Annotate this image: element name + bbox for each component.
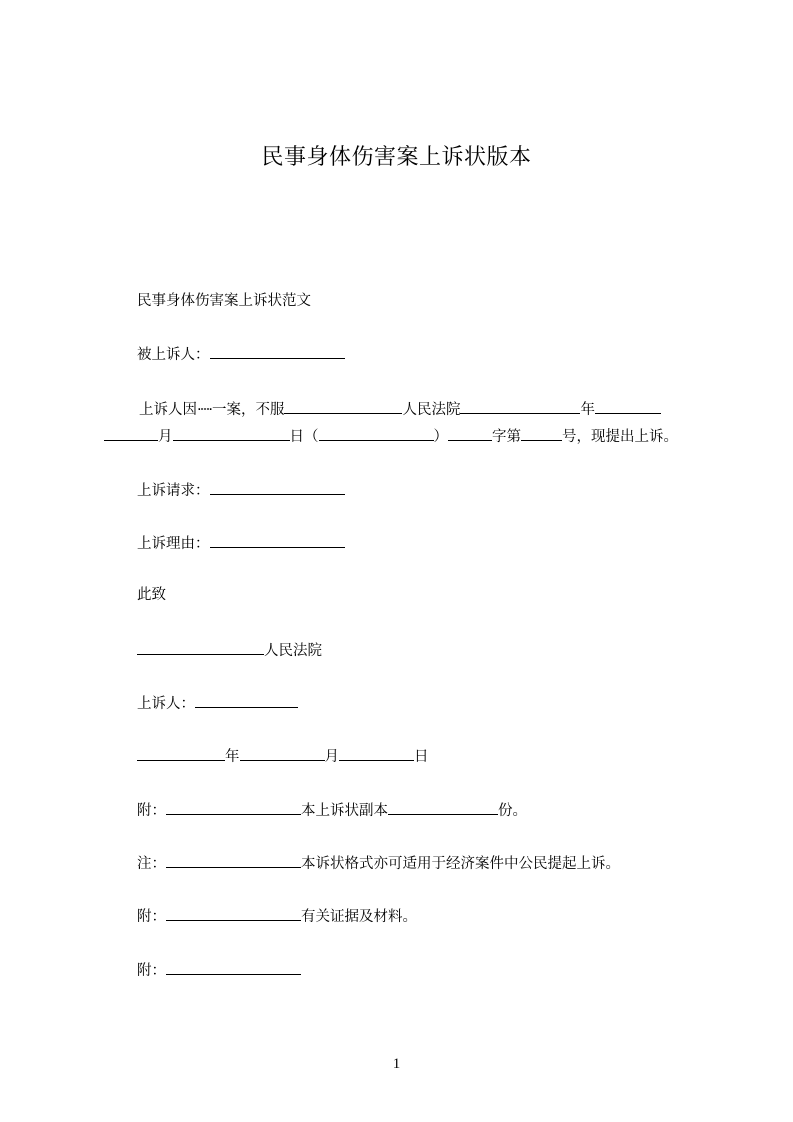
date-day: 日 — [414, 749, 429, 765]
appeal-zi-di: 字第 — [492, 429, 521, 445]
appeal-court: 人民法院 — [402, 402, 461, 418]
month-blank-2 — [104, 426, 158, 441]
appellant-label: 上诉人： — [137, 696, 195, 712]
attach1-blank-1 — [166, 800, 301, 815]
appellant-line — [137, 693, 298, 714]
attach2-blank — [166, 906, 301, 921]
document-title: 民事身体伤害案上诉状版本 — [261, 145, 532, 170]
appeal-day: 日（ — [289, 429, 319, 445]
attach2-prefix: 附： — [137, 909, 166, 925]
date-year: 年 — [225, 749, 240, 765]
attach3-line — [137, 960, 301, 981]
appellee-line — [137, 344, 345, 365]
date-line — [137, 746, 429, 767]
attach3-prefix: 附： — [137, 963, 166, 979]
reason-label: 上诉理由： — [137, 536, 210, 552]
attach2-line — [137, 906, 417, 927]
appeal-part2: 一案，不服 — [211, 402, 285, 418]
page-number: 1 — [392, 1056, 401, 1072]
date-month: 月 — [324, 749, 339, 765]
date-day-blank — [339, 746, 414, 761]
court-name-blank — [137, 640, 264, 655]
request-label: 上诉请求： — [137, 483, 210, 499]
appeal-line-1 — [139, 399, 661, 420]
appeal-close-paren: ） — [433, 429, 448, 445]
attach1-line — [137, 800, 527, 821]
month-blank-1 — [595, 399, 661, 414]
note-prefix: 注： — [137, 856, 166, 872]
note-text: 本诉状格式亦可适用于经济案件中公民提起上诉。 — [301, 856, 620, 872]
appellee-label: 被上诉人： — [137, 347, 210, 363]
appeal-part1: 上诉人因 — [139, 402, 197, 418]
appeal-line-2 — [104, 426, 678, 447]
appeal-dots: ·┄· — [197, 402, 212, 418]
case-no-blank — [319, 426, 434, 441]
court-blank — [284, 399, 402, 414]
appeal-tail: 号，现提出上诉。 — [562, 429, 678, 445]
court-line — [137, 640, 322, 661]
attach2-text: 有关证据及材料。 — [301, 909, 417, 925]
cizhi: 此致 — [137, 587, 166, 603]
attach1-prefix: 附： — [137, 803, 166, 819]
note-blank — [166, 853, 301, 868]
date-month-blank — [240, 746, 325, 761]
appeal-year: 年 — [580, 402, 595, 418]
attach3-blank — [166, 960, 301, 975]
subtitle: 民事身体伤害案上诉状范文 — [137, 293, 311, 309]
reason-blank — [210, 533, 345, 548]
request-blank — [210, 480, 345, 495]
attach1-middle: 本上诉状副本 — [301, 803, 388, 819]
reason-line — [137, 533, 345, 554]
year-blank — [460, 399, 580, 414]
day-blank — [173, 426, 290, 441]
hao-blank — [521, 426, 562, 441]
appeal-month: 月 — [158, 429, 173, 445]
court-label: 人民法院 — [264, 643, 322, 659]
attach1-suffix: 份。 — [498, 803, 527, 819]
zi-blank — [448, 426, 492, 441]
attach1-blank-2 — [388, 800, 498, 815]
appellee-blank — [210, 344, 345, 359]
appellant-blank — [195, 693, 298, 708]
request-line — [137, 480, 345, 501]
date-year-blank — [137, 746, 225, 761]
note-line — [137, 853, 620, 874]
